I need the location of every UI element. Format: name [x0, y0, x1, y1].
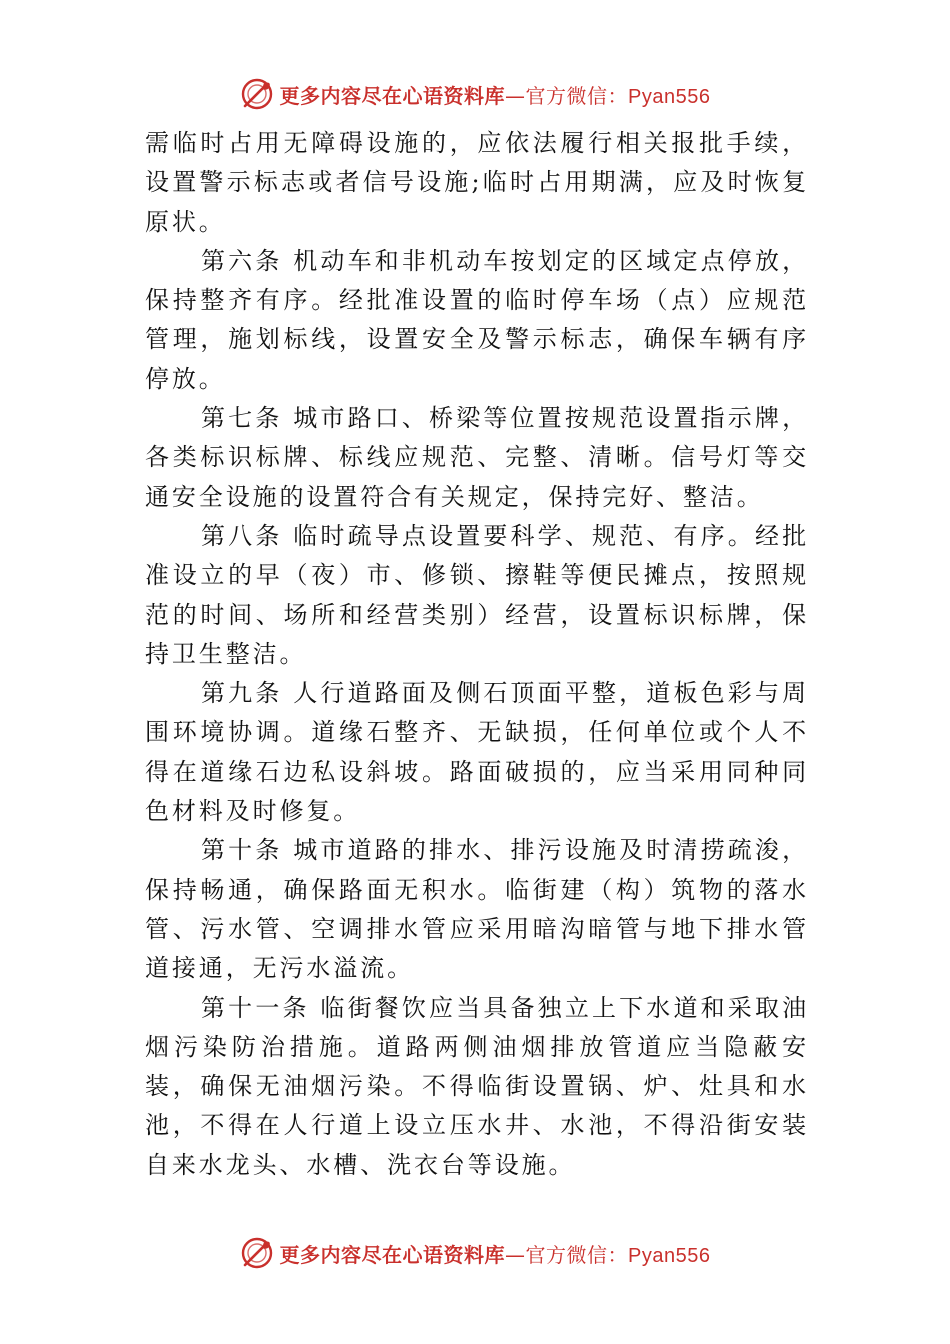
- quill-seal-icon: [240, 77, 274, 111]
- footer-brand: 更多内容尽在心语资料库: [279, 1242, 506, 1267]
- paragraph-article-10: 第十条 城市道路的排水、排污设施及时清捞疏浚，保持畅通，确保路面无积水。临街建（构）筑物的落水管、污水管、空调排水管应采用暗沟暗管与地下排水管道接通，无污水溢流。: [145, 836, 809, 983]
- paragraph-article-7: 第七条 城市路口、桥梁等位置按规范设置指示牌，各类标识标牌、标线应规范、完整、清晰。信号灯等交通安全设施的设置符合有关规定，保持完好、整洁。: [145, 404, 809, 511]
- paragraph-article-6: 第六条 机动车和非机动车按划定的区域定点停放，保持整齐有序。经批准设置的临时停车场（点）应规范管理，施划标线，设置安全及警示标志，确保车辆有序停放。: [145, 246, 809, 393]
- header-text: [280, 80, 711, 109]
- paragraph-article-11: 第十一条 临街餐饮应当具备独立上下水道和采取油烟污染防治措施。道路两侧油烟排放管道应当隐蔽安装，确保无油烟污染。不得临街设置锅、炉、灶具和水池，不得在人行道上设立压水井、水池，不得沿街安装自来水龙头、水槽、洗衣台等设施。: [145, 993, 809, 1179]
- footer-banner-inner: [240, 1236, 711, 1270]
- header-banner: [0, 74, 950, 114]
- header-wechat-label: 官方微信：: [525, 83, 629, 108]
- header-banner-inner: [240, 77, 711, 111]
- paragraph-continuation: 需临时占用无障碍设施的，应依法履行相关报批手续，设置警示标志或者信号设施;临时占用期满，应及时恢复原状。: [145, 129, 809, 236]
- footer-wechat-label: 官方微信：: [525, 1242, 629, 1267]
- header-brand: 更多内容尽在心语资料库: [279, 83, 506, 108]
- document-body: [145, 124, 809, 1185]
- footer-banner: [0, 1233, 950, 1273]
- paragraph-article-9: 第九条 人行道路面及侧石顶面平整，道板色彩与周围环境协调。道缘石整齐、无缺损，任何单位或个人不得在道缘石边私设斜坡。路面破损的，应当采用同种同色材料及时修复。: [145, 679, 809, 826]
- footer-text: [280, 1239, 711, 1268]
- footer-separator: —: [505, 1242, 526, 1267]
- paragraph-article-8: 第八条 临时疏导点设置要科学、规范、有序。经批准设立的早（夜）市、修锁、擦鞋等便民摊点，按照规范的时间、场所和经营类别）经营，设置标识标牌，保持卫生整洁。: [145, 521, 809, 668]
- header-wechat-id: Pyan556: [628, 85, 711, 108]
- header-separator: —: [505, 83, 526, 108]
- footer-wechat-id: Pyan556: [628, 1244, 711, 1267]
- quill-seal-icon: [240, 1236, 274, 1270]
